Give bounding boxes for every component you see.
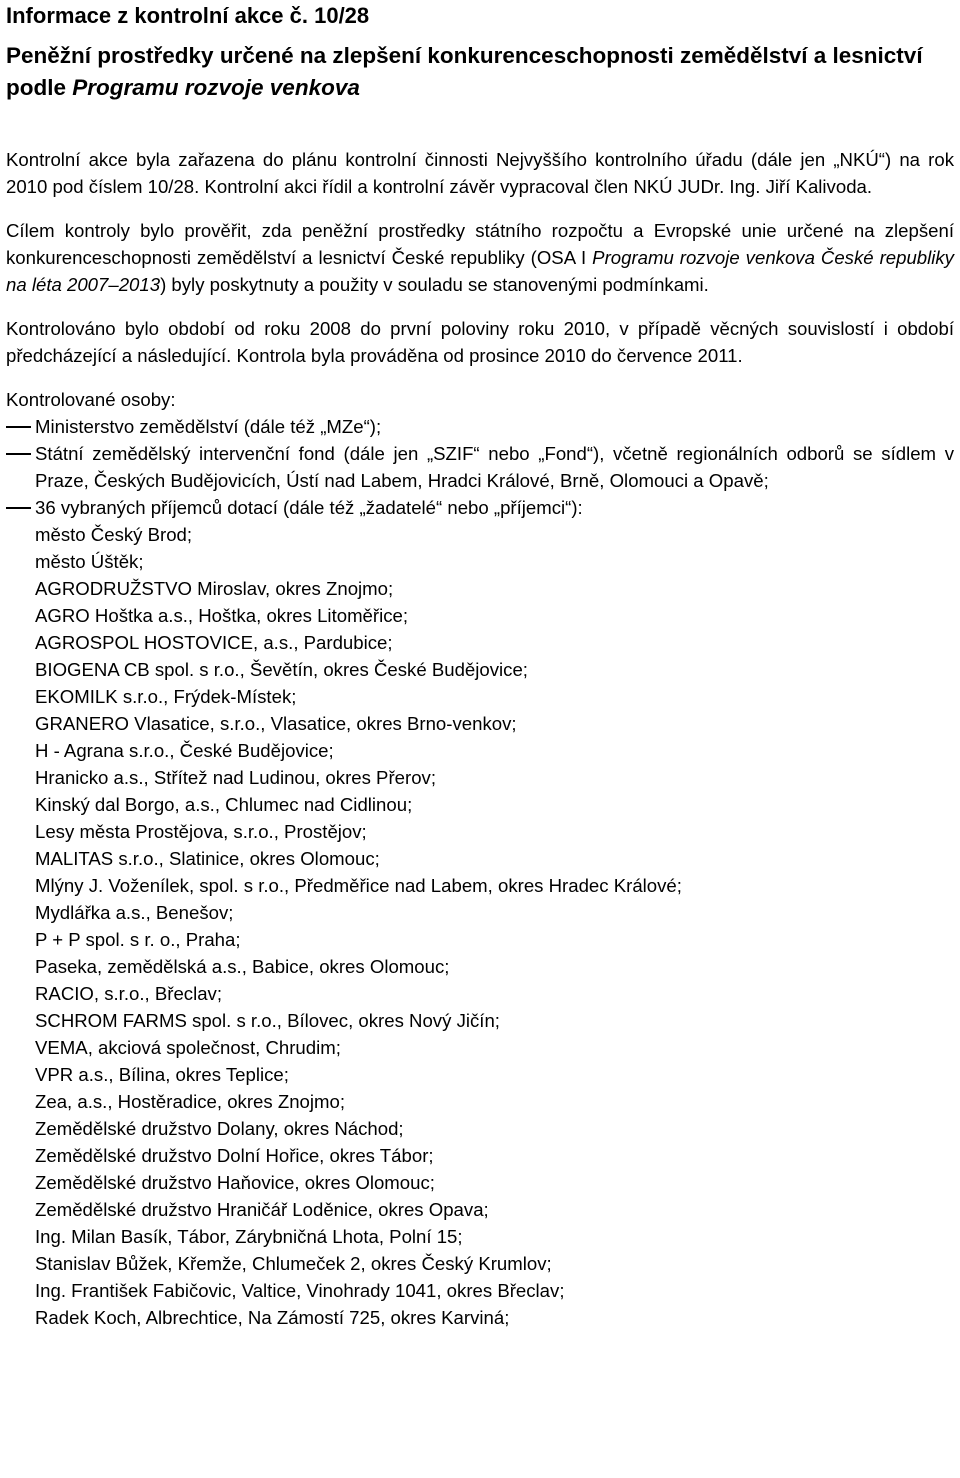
recipient-item: EKOMILK s.r.o., Frýdek-Místek; (35, 686, 297, 707)
recipient-item: VPR a.s., Bílina, okres Teplice; (35, 1064, 289, 1085)
recipient-item: město Úštěk; (35, 551, 144, 572)
subtitle-main: Peněžní prostředky určené na zlepšení konkurenceschopnosti zemědělství a lesnictví podle (6, 43, 923, 100)
recipient-item: Lesy města Prostějova, s.r.o., Prostějov; (35, 821, 367, 842)
recipient-item: Stanislav Bůžek, Křemže, Chlumeček 2, okres Český Krumlov; (35, 1253, 552, 1274)
recipient-item: AGRODRUŽSTVO Miroslav, okres Znojmo; (35, 578, 394, 599)
recipients-list (35, 521, 954, 1331)
document-title: Informace z kontrolní akce č. 10/28 (6, 3, 370, 28)
recipient-item: P + P spol. s r. o., Praha; (35, 929, 241, 950)
person-item-ministry: Ministerstvo zemědělství (dále též „MZe“); (6, 413, 954, 440)
document-subtitle (6, 40, 954, 104)
recipient-item: Mlýny J. Voženílek, spol. s r.o., Předměřice nad Labem, okres Hradec Králové; (35, 875, 682, 896)
recipient-item: VEMA, akciová společnost, Chrudim; (35, 1037, 341, 1058)
recipient-item: město Český Brod; (35, 524, 193, 545)
recipient-item: H - Agrana s.r.o., České Budějovice; (35, 740, 334, 761)
recipient-item: AGROSPOL HOSTOVICE, a.s., Pardubice; (35, 632, 393, 653)
intro-paragraph: Kontrolní akce byla zařazena do plánu kontrolní činnosti Nejvyššího kontrolního úřadu (dále jen „NKÚ“) na rok 2010 pod číslem 10/28. Kontrolní akci řídil a kontrolní závěr vypracoval člen NKÚ JUDr. Ing. Jiří Kalivoda. (6, 149, 954, 197)
recipient-item: Paseka, zemědělská a.s., Babice, okres Olomouc; (35, 956, 450, 977)
goal-text-end: ) byly poskytnuty a použity v souladu se stanovenými podmínkami. (160, 274, 709, 295)
subtitle-program-name: Programu rozvoje venkova (72, 75, 360, 100)
recipient-item: Zemědělské družstvo Hraničář Loděnice, okres Opava; (35, 1199, 489, 1220)
goal-text-start: Cílem kontroly bylo prověřit, zda peněžní prostředky státního rozpočtu a Evropské unie určené na zlepšení konkurenceschopnosti zemědělství a lesnictví České republiky (OSA I (6, 220, 954, 268)
person-item-szif: Státní zemědělský intervenční fond (dále jen „SZIF“ nebo „Fond“), včetně regionálních odborů se sídlem v Praze, Českých Budějovicích, Ústí nad Labem, Hradci Králové, Brně, Olomouci a Opavě; (6, 440, 954, 494)
goal-program-name: Programu rozvoje venkova České republiky na léta 2007–2013 (6, 247, 954, 295)
persons-list (6, 413, 954, 1331)
recipient-item: Zemědělské družstvo Haňovice, okres Olomouc; (35, 1172, 435, 1193)
recipient-item: Mydlářka a.s., Benešov; (35, 902, 234, 923)
recipient-item: Ing. František Fabičovic, Valtice, Vinohrady 1041, okres Břeclav; (35, 1280, 565, 1301)
recipients-intro: 36 vybraných příjemců dotací (dále též „žadatelé“ nebo „příjemci“): (35, 497, 583, 518)
recipient-item: BIOGENA CB spol. s r.o., Ševětín, okres České Budějovice; (35, 659, 528, 680)
recipient-item: MALITAS s.r.o., Slatinice, okres Olomouc; (35, 848, 380, 869)
recipient-item: Zemědělské družstvo Dolní Hořice, okres Tábor; (35, 1145, 434, 1166)
period-paragraph: Kontrolováno bylo období od roku 2008 do první poloviny roku 2010, v případě věcných souvislostí i období předcházející a následující. Kontrola byla prováděna od prosince 2010 do července 2011. (6, 318, 954, 366)
person-item-recipients (6, 494, 954, 1331)
recipient-item: Ing. Milan Basík, Tábor, Zárybničná Lhota, Polní 15; (35, 1226, 463, 1247)
recipient-item: RACIO, s.r.o., Břeclav; (35, 983, 223, 1004)
recipient-item: AGRO Hoštka a.s., Hoštka, okres Litoměřice; (35, 605, 409, 626)
recipient-item: GRANERO Vlasatice, s.r.o., Vlasatice, okres Brno-venkov; (35, 713, 517, 734)
persons-label: Kontrolované osoby: (6, 389, 176, 410)
recipient-item: Zea, a.s., Hostěradice, okres Znojmo; (35, 1091, 346, 1112)
goal-paragraph (6, 217, 954, 298)
recipient-item: Zemědělské družstvo Dolany, okres Náchod; (35, 1118, 404, 1139)
recipient-item: Kinský dal Borgo, a.s., Chlumec nad Cidlinou; (35, 794, 413, 815)
recipient-item: Hranicko a.s., Střítež nad Ludinou, okres Přerov; (35, 767, 436, 788)
recipient-item: Radek Koch, Albrechtice, Na Zámostí 725, okres Karviná; (35, 1307, 510, 1328)
recipient-item: SCHROM FARMS spol. s r.o., Bílovec, okres Nový Jičín; (35, 1010, 500, 1031)
